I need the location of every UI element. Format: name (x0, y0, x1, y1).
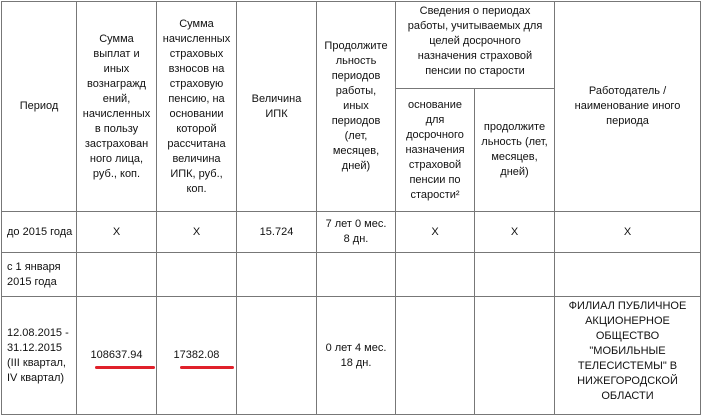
header-early-basis-line: основание (408, 98, 462, 111)
header-period-label: Период (19, 100, 59, 112)
header-contributions-line: основании (169, 107, 224, 120)
row-employer-line: ОБЩЕСТВО (595, 330, 660, 342)
row-ipk (237, 253, 317, 297)
header-duration-line: дней) (341, 160, 371, 172)
header-contributions-line: страховую (169, 77, 224, 90)
header-ipk-line: Величина (251, 92, 302, 105)
row-employer-line: АКЦИОНЕРНОЕ (585, 315, 670, 327)
header-contributions-line: Сумма (179, 17, 214, 30)
header-early-group-line: пенсии по старости (425, 65, 525, 77)
header-early-duration (475, 89, 555, 212)
header-early-group-line: Сведения о периодах (419, 5, 531, 17)
header-period (2, 2, 77, 212)
header-early-duration-line: продолжите (483, 121, 546, 133)
header-duration-line: (лет, (344, 130, 368, 142)
header-employer-line: периода (606, 115, 649, 127)
pension-record-table (1, 1, 701, 415)
header-duration (317, 2, 396, 212)
row-early-basis: Х (396, 212, 475, 253)
row-duration-line: 8 дн. (343, 233, 369, 245)
row-period: до 2015 года (2, 212, 77, 253)
table-row (2, 212, 701, 253)
row-contributions: 17382.08 (157, 297, 237, 415)
row-period-line: (III квартал, (7, 356, 66, 369)
header-ipk (237, 2, 317, 212)
header-early-basis-line: назначения (405, 143, 465, 156)
header-contributions-line: пенсию, на (168, 92, 225, 105)
row-period (2, 253, 77, 297)
header-early-group (396, 2, 555, 89)
row-contributions: Х (157, 212, 237, 253)
header-early-basis-line: досрочного (406, 128, 464, 141)
row-duration (317, 212, 396, 253)
header-payments-line: Сумма (99, 32, 134, 45)
row-payments: 108637.94 (77, 297, 157, 415)
header-payments-line: застрахован (84, 137, 149, 150)
header-contributions (157, 2, 237, 212)
header-early-basis-line: пенсии по (409, 173, 461, 186)
header-contributions-line: страховых (169, 47, 224, 60)
header-employer-line: наименование иного (574, 100, 681, 112)
header-duration-line: периодов (331, 115, 381, 127)
header-early-basis-line: страховой (408, 158, 462, 171)
header-payments-line: руб., коп. (92, 167, 141, 180)
row-ipk: 15.724 (237, 212, 317, 253)
row-employer (555, 297, 701, 415)
row-employer-line: "МОБИЛЬНЫЕ (589, 345, 666, 357)
header-early-basis-line: для (425, 113, 445, 126)
header-payments-line: выплат и (93, 47, 140, 60)
header-early-group-line: назначения страховой (417, 50, 533, 62)
row-period-line: с 1 января (7, 260, 61, 273)
header-contributions-line: начисленных (162, 32, 231, 45)
row-duration-line: 7 лет 0 мес. (325, 218, 387, 230)
header-contributions-line: коп. (186, 182, 207, 195)
row-period (2, 297, 77, 415)
header-early-duration-line: месяцев, (491, 151, 538, 163)
row-period-line: 12.08.2015 - (7, 326, 69, 339)
row-period-line: IV квартал) (7, 371, 65, 384)
row-early-duration (475, 253, 555, 297)
row-contributions (157, 253, 237, 297)
header-employer (555, 2, 701, 212)
header-duration-line: работы, (335, 85, 377, 97)
row-employer-line: ТЕЛЕСИСТЕМЫ" В (577, 360, 678, 372)
row-duration-line: 0 лет 4 мес. (325, 341, 387, 354)
row-employer-line: ФИЛИАЛ ПУБЛИЧНОЕ (568, 300, 687, 312)
header-contributions-line: ИПК, руб., (170, 167, 223, 180)
row-early-basis (396, 253, 475, 297)
row-payments: Х (77, 212, 157, 253)
header-early-duration-line: льность (лет, (481, 136, 548, 148)
row-period-line: 31.12.2015 (7, 341, 63, 354)
row-payments (77, 253, 157, 297)
row-employer-line: НИЖЕГОРОДСКОЙ (577, 375, 678, 387)
row-duration-line: 18 дн. (340, 356, 372, 369)
header-row-1 (2, 2, 701, 89)
header-duration-line: месяцев, (332, 145, 380, 157)
header-payments-line: ений, (102, 92, 131, 105)
row-duration (317, 253, 396, 297)
row-early-basis (396, 297, 475, 415)
header-early-group-line: целей досрочного (429, 35, 521, 47)
header-payments-line: ного лица, (89, 152, 144, 165)
header-duration-line: Продолжите (324, 40, 388, 52)
header-duration-line: периодов (331, 70, 381, 82)
header-payments-line: иных (103, 62, 130, 75)
header-payments-line: начисленных (82, 107, 151, 120)
header-early-duration-line: дней) (500, 166, 529, 178)
header-contributions-line: которой (176, 122, 217, 135)
row-duration (317, 297, 396, 415)
header-contributions-line: взносов на (168, 62, 225, 75)
header-payments (77, 2, 157, 212)
header-duration-line: иных (343, 100, 369, 112)
header-early-basis-line: старости² (410, 188, 460, 201)
row-employer (555, 253, 701, 297)
header-ipk-line: ИПК (265, 107, 288, 120)
header-employer-line: Работодатель / (588, 85, 667, 97)
header-payments-line: вознагражд (87, 77, 146, 90)
table-row (2, 297, 701, 415)
header-duration-line: льность (335, 55, 377, 67)
header-payments-line: в пользу (94, 122, 139, 135)
header-early-group-line: работы, учитываемых для (407, 20, 543, 32)
row-early-duration (475, 297, 555, 415)
row-early-duration: Х (475, 212, 555, 253)
table-row (2, 253, 701, 297)
highlight-underline-payments (95, 366, 155, 369)
row-period-line: 2015 года (7, 275, 57, 288)
header-contributions-line: величина (172, 152, 221, 165)
row-ipk (237, 297, 317, 415)
highlight-underline-contributions (180, 366, 234, 369)
row-employer: Х (555, 212, 701, 253)
row-employer-line: ОБЛАСТИ (601, 390, 654, 402)
header-early-basis (396, 89, 475, 212)
header-contributions-line: рассчитана (167, 137, 226, 150)
